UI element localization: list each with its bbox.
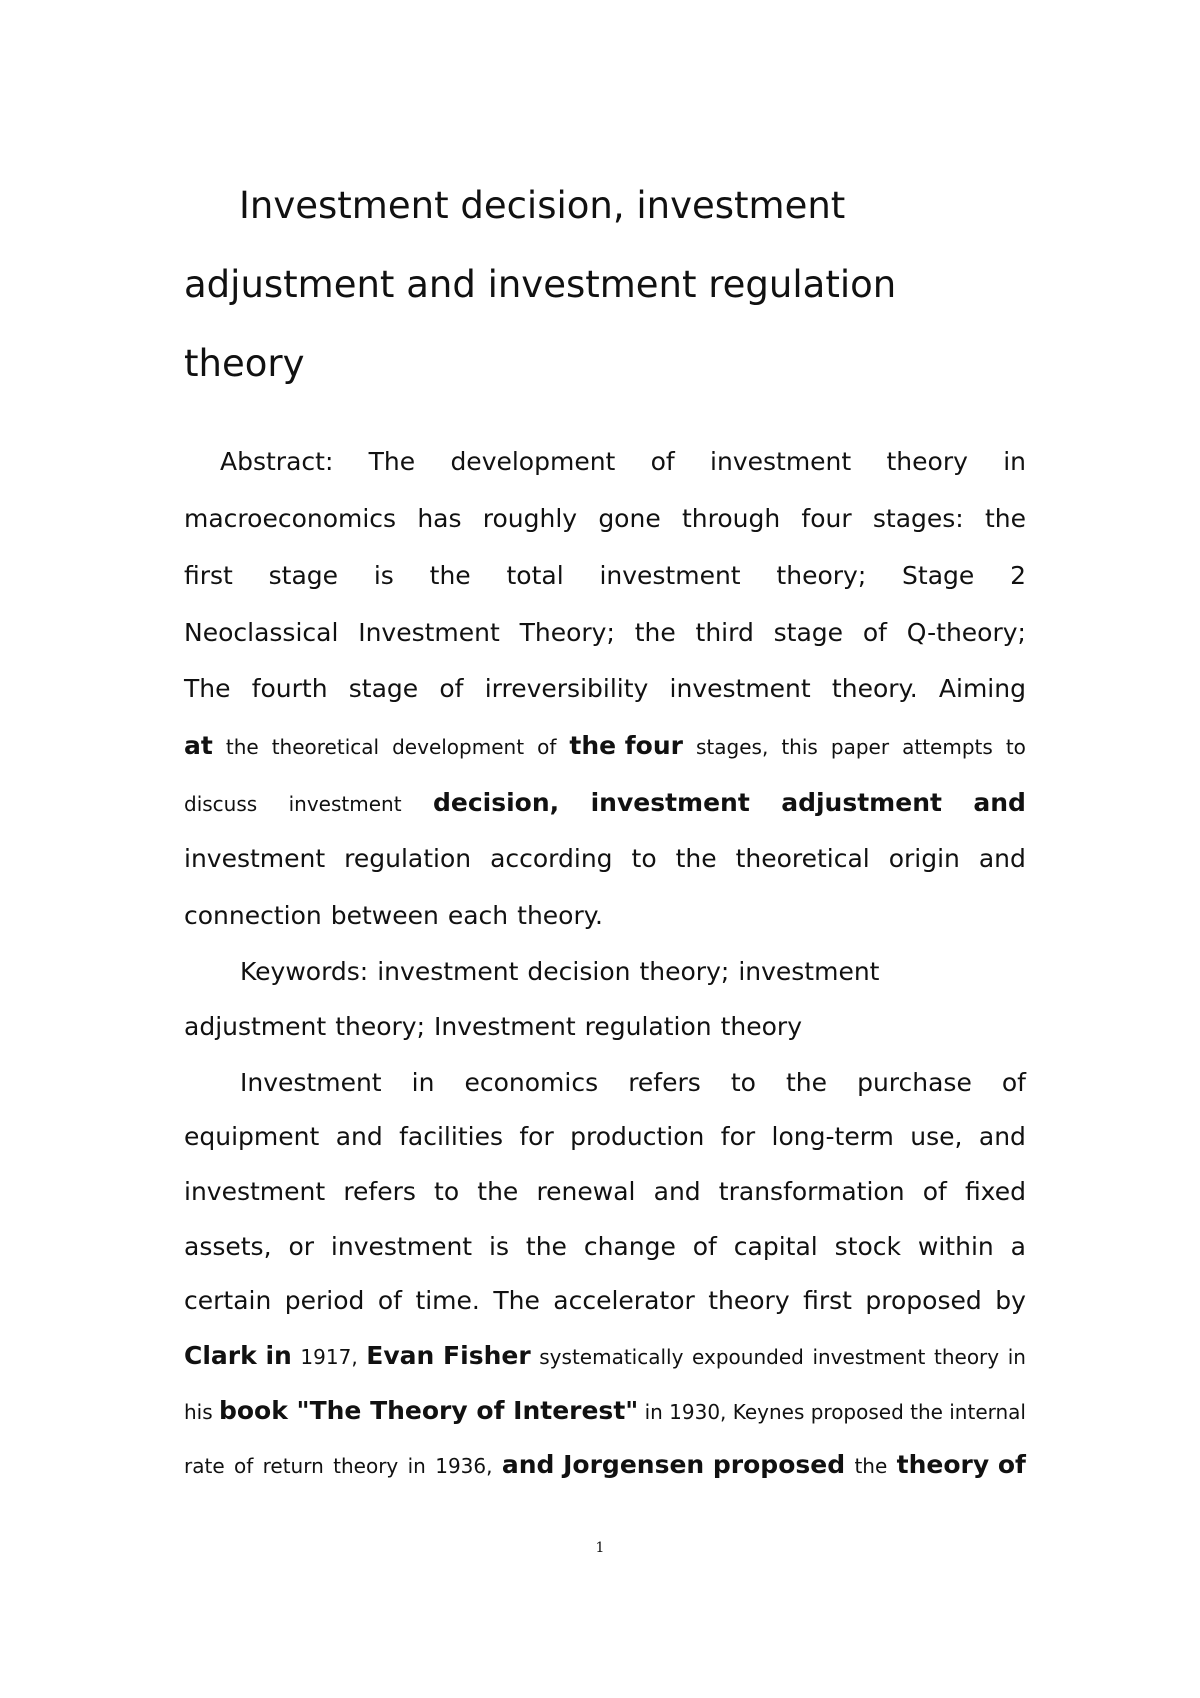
word: the [910, 1400, 943, 1424]
word: irreversibility [484, 674, 649, 703]
word: regulation [344, 844, 472, 873]
word: investment [738, 957, 880, 986]
word: decision [527, 957, 631, 986]
word: change [583, 1232, 676, 1261]
word: Investment [358, 618, 500, 647]
word: investment [812, 1345, 926, 1369]
word: third [695, 618, 754, 647]
word: adjustment [184, 1012, 327, 1041]
word: Evan Fisher [366, 1341, 531, 1370]
word: of [862, 618, 887, 647]
word: macroeconomics [184, 504, 397, 533]
word: of [537, 735, 557, 759]
word: this [781, 735, 818, 759]
word: is [489, 1232, 509, 1261]
word: connection [184, 901, 322, 930]
body-line [184, 839, 1026, 879]
word: Clark in [184, 1341, 292, 1370]
word: theory [333, 1454, 399, 1478]
word: regulation [584, 1012, 712, 1041]
word: development [450, 447, 616, 476]
word: theory. [517, 901, 603, 930]
body-line [184, 896, 1026, 936]
word: roughly [482, 504, 578, 533]
word: the four [569, 731, 683, 760]
body-line [184, 1281, 1026, 1321]
word: Investment [434, 1012, 576, 1041]
body-line [184, 1336, 1026, 1376]
word: rate [184, 1454, 225, 1478]
word: in [407, 1454, 426, 1478]
word: each [447, 901, 509, 930]
body-line [184, 442, 1026, 482]
word: Stage [902, 561, 975, 590]
word: theory of [896, 1450, 1026, 1479]
word: The [368, 447, 416, 476]
word: production [570, 1122, 705, 1151]
word: economics [464, 1068, 599, 1097]
body-line [184, 613, 1026, 653]
word: theory [708, 1286, 790, 1315]
body-line [184, 1391, 1026, 1431]
word: investment [669, 674, 811, 703]
word: theory [720, 1012, 803, 1041]
word: use, [910, 1122, 963, 1151]
word: development [392, 735, 525, 759]
word: proposed [865, 1286, 982, 1315]
page-number: 1 [595, 1540, 605, 1556]
word: stock [834, 1232, 901, 1261]
word: theory. [831, 674, 918, 703]
word: Investment [240, 1068, 382, 1097]
word: the [786, 1068, 828, 1097]
word: certain [184, 1286, 272, 1315]
word: for [519, 1122, 554, 1151]
word: period [284, 1286, 365, 1315]
word: internal [949, 1400, 1026, 1424]
word: or [288, 1232, 315, 1261]
word: purchase [857, 1068, 972, 1097]
title-line: adjustment and investment regulation [184, 263, 897, 306]
word: of [1001, 1068, 1026, 1097]
word: fourth [251, 674, 328, 703]
word: of [233, 1454, 254, 1478]
word: investment [377, 957, 519, 986]
word: The [493, 1286, 540, 1315]
word: systematically [539, 1345, 684, 1369]
word: origin [888, 844, 960, 873]
body-line [184, 1227, 1026, 1267]
word: Aiming [938, 674, 1026, 703]
word: Abstract: [220, 447, 334, 476]
word: theoretical [271, 735, 380, 759]
body-line [184, 1117, 1026, 1157]
word: the [225, 735, 259, 759]
word: to [1005, 735, 1026, 759]
word: equipment [184, 1122, 320, 1151]
word: through [681, 504, 781, 533]
word: stages, [696, 735, 769, 759]
word: according [490, 844, 613, 873]
word: has [417, 504, 462, 533]
word: fixed [964, 1177, 1026, 1206]
word: in [411, 1068, 435, 1097]
word: 2 [1010, 561, 1026, 590]
word: 1917, [300, 1345, 358, 1369]
word: the [634, 618, 676, 647]
word: the [854, 1454, 888, 1478]
word: 1930, [669, 1400, 727, 1424]
word: and [653, 1177, 701, 1206]
word: by [995, 1286, 1026, 1315]
body-line [184, 1063, 1026, 1103]
word: the [525, 1232, 567, 1261]
word: investment [184, 1177, 326, 1206]
body-line [184, 1007, 1026, 1047]
word: and [335, 1122, 383, 1151]
word: Theory; [519, 618, 615, 647]
document-title [184, 166, 1024, 403]
word: assets, [184, 1232, 272, 1261]
word: transformation [718, 1177, 905, 1206]
body-line [184, 783, 1026, 823]
title-line: Investment decision, investment [239, 184, 846, 227]
word: in [1007, 1345, 1026, 1369]
word: stage [268, 561, 339, 590]
title-line: theory [184, 342, 305, 385]
word: investment [288, 792, 402, 816]
word: for [720, 1122, 756, 1151]
word: and [973, 788, 1026, 817]
word: the [675, 844, 717, 873]
word: first [184, 561, 233, 590]
word: of [439, 674, 464, 703]
word: at [184, 731, 213, 760]
word: adjustment [781, 788, 942, 817]
word: renewal [536, 1177, 636, 1206]
word: investment [599, 561, 741, 590]
word: facilities [399, 1122, 503, 1151]
word: long-term [771, 1122, 894, 1151]
word: theory; [335, 1012, 426, 1041]
word: accelerator [553, 1286, 695, 1315]
word: refers [343, 1177, 416, 1206]
word: and [978, 1122, 1026, 1151]
word: to [631, 844, 657, 873]
word: within [917, 1232, 994, 1261]
word: paper [830, 735, 890, 759]
word: is [373, 561, 394, 590]
word: theory [886, 447, 968, 476]
word: decision, [432, 788, 560, 817]
word: the [429, 561, 471, 590]
word: Keywords: [240, 957, 369, 986]
word: refers [628, 1068, 701, 1097]
word: Neoclassical [184, 618, 339, 647]
word: return [262, 1454, 324, 1478]
word: discuss [184, 792, 258, 816]
word: investment [590, 788, 750, 817]
word: in [1003, 447, 1026, 476]
word: The [184, 674, 231, 703]
word: his [184, 1400, 213, 1424]
word: proposed [810, 1400, 904, 1424]
body-line [184, 952, 1026, 992]
word: stage [773, 618, 844, 647]
word: time. [415, 1286, 480, 1315]
word: and [978, 844, 1026, 873]
word: 1936, [435, 1454, 493, 1478]
word: theoretical [735, 844, 870, 873]
word: stage [348, 674, 419, 703]
body-line [184, 499, 1026, 539]
word: of [650, 447, 675, 476]
word: total [506, 561, 564, 590]
word: book "The Theory of Interest" [218, 1396, 639, 1425]
word: a [1010, 1232, 1026, 1261]
word: theory; [776, 561, 867, 590]
word: the [984, 504, 1026, 533]
word: in [644, 1400, 663, 1424]
word: investment [330, 1232, 473, 1261]
word: of [377, 1286, 402, 1315]
word: the [477, 1177, 519, 1206]
word: expounded [692, 1345, 804, 1369]
word: between [330, 901, 439, 930]
word: theory [934, 1345, 1000, 1369]
word: Keynes [732, 1400, 805, 1424]
body-line [184, 1172, 1026, 1212]
word: and Jorgensen proposed [501, 1450, 846, 1479]
body-line [184, 726, 1026, 766]
word: attempts [902, 735, 993, 759]
word: theory; [639, 957, 730, 986]
word: of [692, 1232, 717, 1261]
word: first [803, 1286, 852, 1315]
word: of [922, 1177, 947, 1206]
word: Q-theory; [906, 618, 1026, 647]
word: capital [733, 1232, 818, 1261]
body-line [184, 669, 1026, 709]
word: four [801, 504, 852, 533]
word: stages: [872, 504, 964, 533]
word: to [434, 1177, 460, 1206]
word: to [730, 1068, 756, 1097]
word: gone [598, 504, 661, 533]
body-line [184, 1445, 1026, 1485]
word: investment [710, 447, 852, 476]
body-line [184, 556, 1026, 596]
word: investment [184, 844, 326, 873]
